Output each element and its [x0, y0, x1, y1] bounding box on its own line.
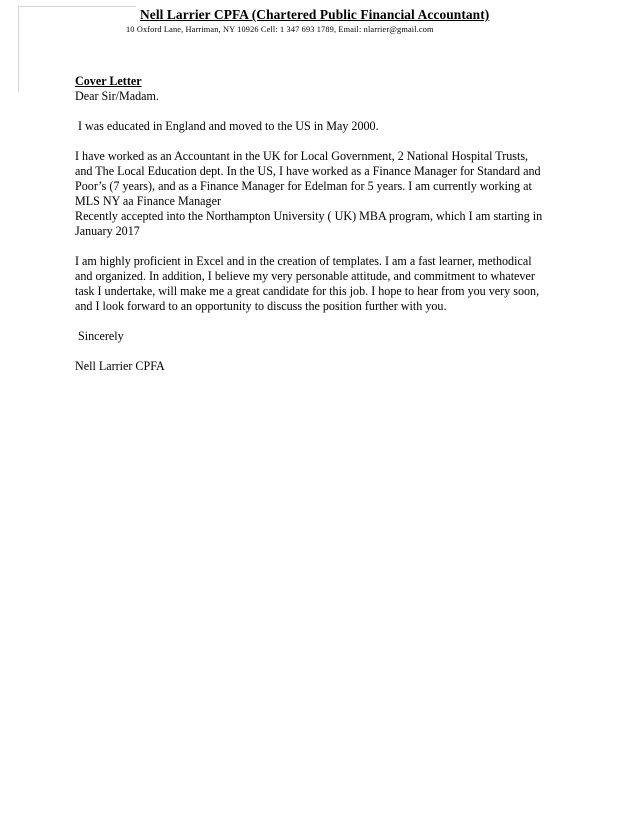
letter-body	[75, 74, 575, 374]
paragraph-education: I was educated in England and moved to the US in May 2000.	[78, 119, 379, 133]
paragraph-line: task I undertake, will make me a great candidate for this job. I hope to hear from you very soon,	[75, 284, 540, 298]
paragraph-line: Recently accepted into the Northampton University ( UK) MBA program, which I am starting in	[75, 209, 543, 223]
paragraph-experience	[75, 149, 575, 239]
letter-heading: Cover Letter	[75, 74, 142, 88]
paragraph-line: and I look forward to an opportunity to discuss the position further with you.	[75, 299, 447, 313]
paragraph-line: Poor’s (7 years), and as a Finance Manager for Edelman for 5 years. I am currently working at	[75, 179, 532, 193]
paragraph-line: and The Local Education dept. In the US, I have worked as a Finance Manager for Standard and	[75, 164, 541, 178]
signature: Nell Larrier CPFA	[75, 359, 165, 373]
salutation: Dear Sir/Madam.	[75, 89, 159, 103]
paragraph-line: MLS NY aa Finance Manager	[75, 194, 221, 208]
corner-border-left	[18, 6, 19, 92]
corner-border-top	[18, 6, 136, 7]
closing: Sincerely	[78, 329, 124, 343]
paragraph-line: January 2017	[75, 224, 140, 238]
paragraph-line: I am highly proficient in Excel and in the creation of templates. I am a fast learner, methodical	[75, 254, 532, 268]
letterhead-contact: 10 Oxford Lane, Harriman, NY 10926 Cell: 1 347 693 1789, Email: nlarrier@gmail.com	[126, 25, 434, 34]
paragraph-line: and organized. In addition, I believe my very personable attitude, and commitment to whatever	[75, 269, 535, 283]
letterhead-name: Nell Larrier CPFA (Chartered Public Financial Accountant)	[140, 7, 490, 22]
paragraph-skills	[75, 254, 575, 314]
paragraph-line: I have worked as an Accountant in the UK for Local Government, 2 National Hospital Trusts,	[75, 149, 529, 163]
